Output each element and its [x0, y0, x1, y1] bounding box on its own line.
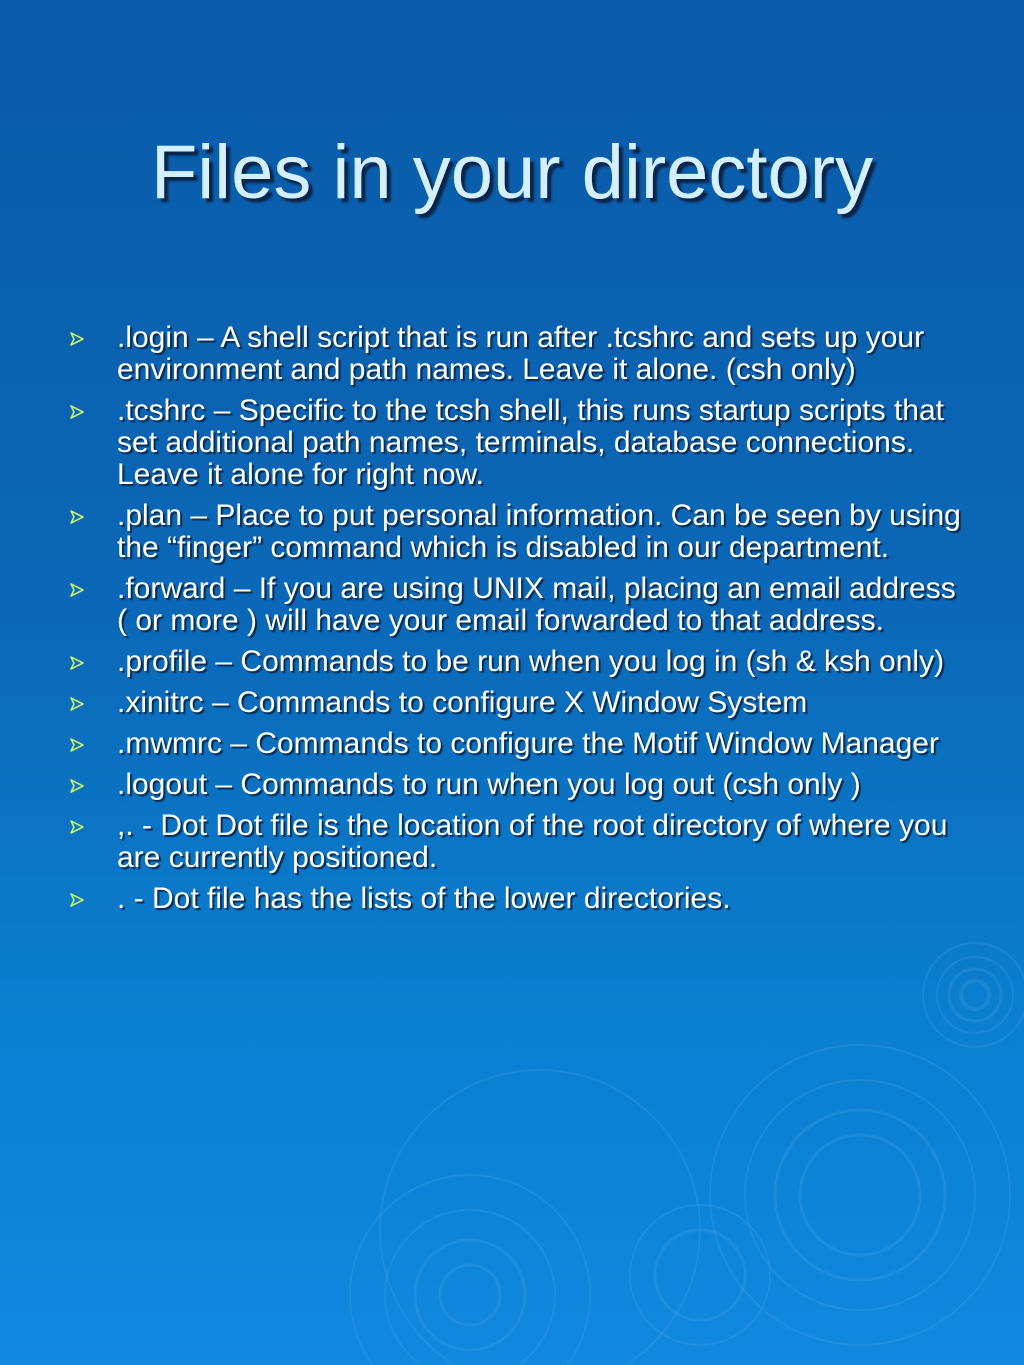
list-item-text: .tcshrc – Specific to the tcsh shell, this runs startup scripts that set additional path names, terminals, database connections. Leave it alone for right now. — [117, 394, 945, 491]
list-item — [64, 687, 969, 719]
arrow-bullet-icon — [70, 738, 84, 752]
list-item — [64, 810, 969, 874]
list-item — [64, 883, 969, 915]
arrow-bullet-icon — [70, 405, 84, 419]
arrow-bullet-icon — [70, 697, 84, 711]
list-item — [64, 728, 969, 760]
list-item — [64, 500, 969, 564]
list-item-text: . - Dot file has the lists of the lower directories. — [117, 882, 731, 915]
list-item-text: .xinitrc – Commands to configure X Window System — [117, 686, 808, 719]
arrow-bullet-icon — [70, 820, 84, 834]
list-item — [64, 769, 969, 801]
list-item-text: .plan – Place to put personal information. Can be seen by using the “finger” command which is disabled in our department. — [117, 499, 961, 564]
arrow-bullet-icon — [70, 510, 84, 524]
list-item-text: ,. - Dot Dot file is the location of the root directory of where you are currently positioned. — [117, 809, 948, 874]
list-item — [64, 322, 969, 386]
arrow-bullet-icon — [70, 656, 84, 670]
list-item-text: .login – A shell script that is run after .tcshrc and sets up your environment and path names. Leave it alone. (csh only) — [117, 321, 925, 386]
arrow-bullet-icon — [70, 779, 84, 793]
bullet-list — [64, 322, 969, 924]
arrow-bullet-icon — [70, 893, 84, 907]
slide-title: Files in your directory — [150, 130, 874, 215]
list-item — [64, 573, 969, 637]
list-item — [64, 395, 969, 491]
arrow-bullet-icon — [70, 332, 84, 346]
list-item-text: .forward – If you are using UNIX mail, placing an email address ( or more ) will have your email forwarded to that address. — [117, 572, 956, 637]
list-item-text: .logout – Commands to run when you log out (csh only ) — [117, 768, 861, 801]
list-item — [64, 646, 969, 678]
list-item-text: .profile – Commands to be run when you log in (sh & ksh only) — [117, 645, 945, 678]
arrow-bullet-icon — [70, 583, 84, 597]
list-item-text: .mwmrc – Commands to configure the Motif Window Manager — [117, 727, 939, 760]
